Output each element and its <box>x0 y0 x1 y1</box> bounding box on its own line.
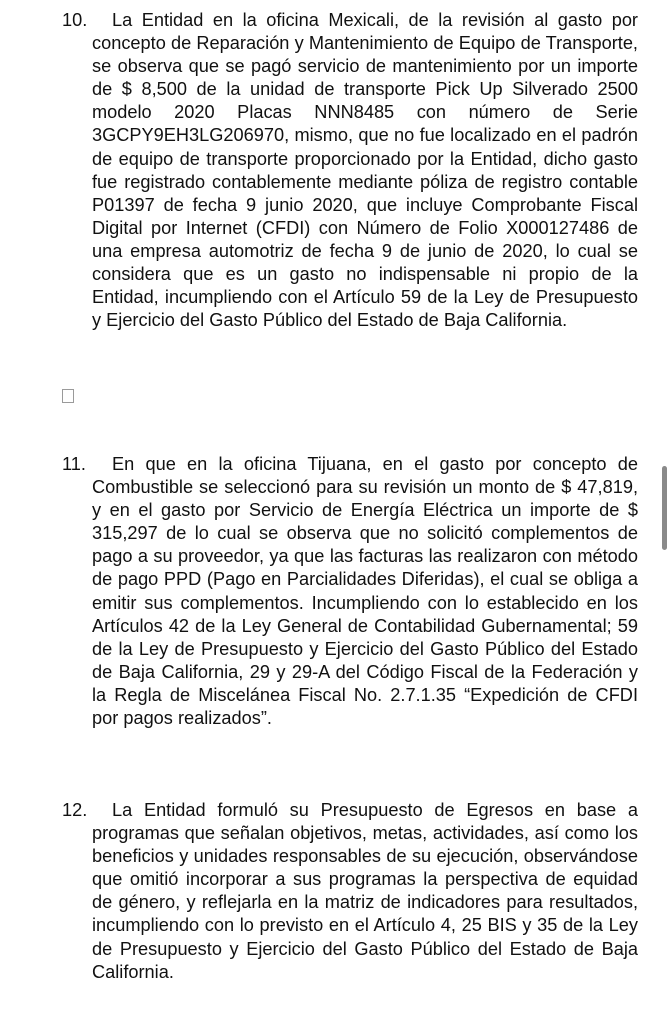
list-item-12 <box>62 799 638 984</box>
item-number: 11. <box>62 454 86 474</box>
scrollbar-thumb[interactable] <box>662 466 667 550</box>
item-number: 12. <box>62 800 88 820</box>
empty-checkbox-icon[interactable] <box>62 389 74 403</box>
item-text: La Entidad en la oficina Mexicali, de la revisión al gasto por concepto de Reparación y Mantenimiento de Equipo de Transporte, se observa que se pagó servicio de mantenimiento por un importe de $ 8,500 de la unidad de transporte Pick Up Silverado 2500 modelo 2020 Placas NNN8485 con número de Serie 3GCPY9EH3LG206970, mismo, que no fue localizado en el padrón de equipo de transporte proporcionado por la Entidad, dicho gasto fue registrado contablemente mediante póliza de registro contable P01397 de fecha 9 junio 2020, que incluye Comprobante Fiscal Digital por Internet (CFDI) con Número de Folio X000127486 de una empresa automotriz de fecha 9 de junio de 2020, lo cual se considera que es un gasto no indispensable ni propio de la Entidad, incumpliendo con el Artículo 59 de la Ley de Presupuesto y Ejercicio del Gasto Público del Estado de Baja California. <box>92 10 638 331</box>
item-number: 10. <box>62 10 88 30</box>
list-item-10 <box>62 9 638 332</box>
item-text: En que en la oficina Tijuana, en el gasto por concepto de Combustible se seleccionó para su revisión un monto de $ 47,819, y en el gasto por Servicio de Energía Eléctrica un importe de $ 315,297 de lo cual se observa que no solicitó complementos de pago a su proveedor, ya que las facturas las realizaron con método de pago PPD (Pago en Parcialidades Diferidas), el cual se obliga a emitir sus complementos. Incumpliendo con lo establecido en los Artículos 42 de la Ley General de Contabilidad Gubernamental; 59 de la Ley de Presupuesto y Ejercicio del Gasto Público del Estado de Baja California, 29 y 29-A del Código Fiscal de la Federación y la Regla de Miscelánea Fiscal No. 2.7.1.35 “Expedición de CFDI por pagos realizados”. <box>92 454 638 729</box>
list-item-11 <box>62 453 638 730</box>
item-text: La Entidad formuló su Presupuesto de Egresos en base a programas que señalan objetivos, metas, actividades, así como los beneficios y unidades responsables de su ejecución, observándose que omitió incorporar a sus programas la perspectiva de equidad de género, y reflejarla en la matriz de indicadores para resultados, incumpliendo con lo previsto en el Artículo 4, 25 BIS y 35 de la Ley de Presupuesto y Ejercicio del Gasto Público del Estado de Baja California. <box>92 800 638 982</box>
